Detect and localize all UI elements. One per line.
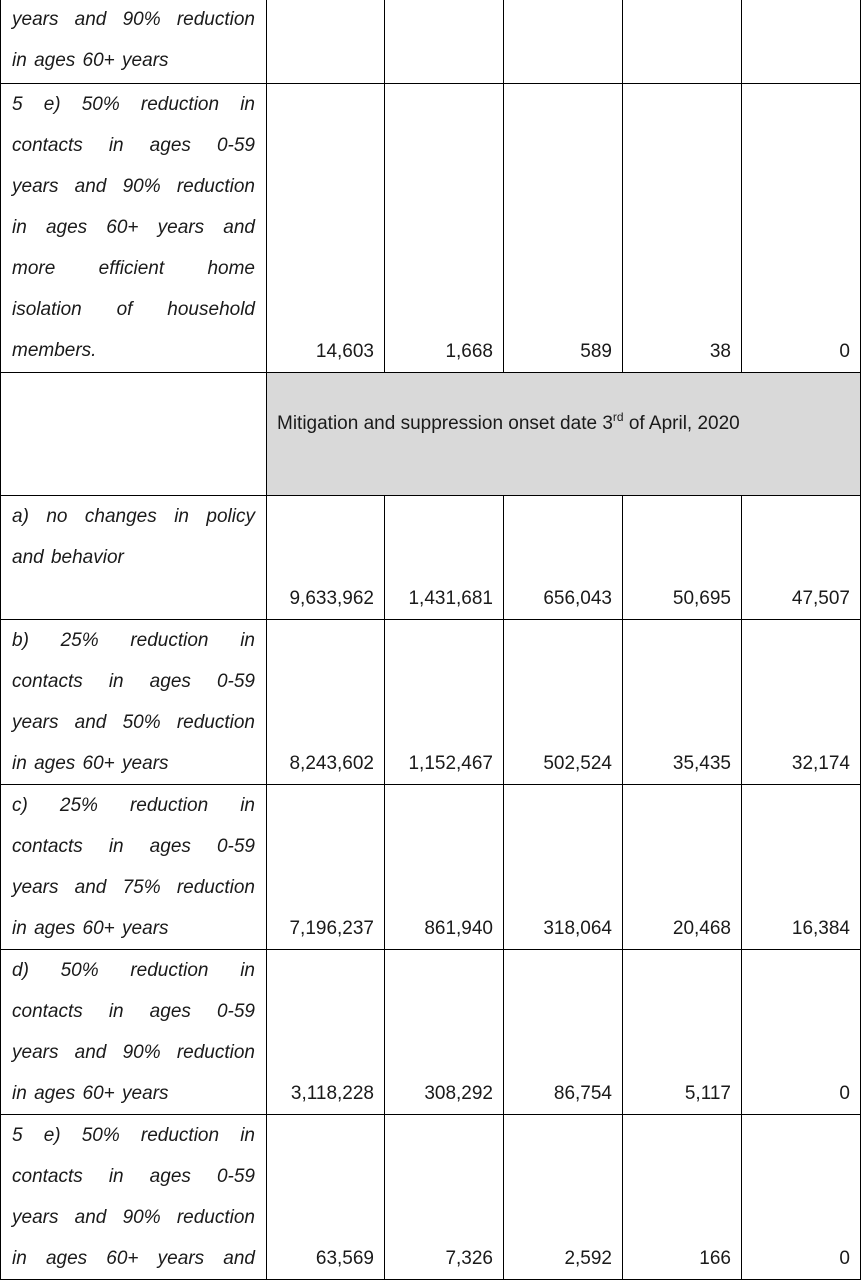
description-line: in ages 60+ years [12,1083,169,1104]
description-line: and behavior [12,547,124,568]
value-cell: 7,196,237 [266,784,385,950]
value-cell: 2,592 [503,1114,623,1280]
value-cell: 14,603 [266,83,385,373]
description-line: contacts in ages 0-59 [12,836,255,857]
description-line: in ages 60+ years and [12,217,255,238]
table-row [0,1114,861,1280]
value-cell: 3,118,228 [266,949,385,1115]
value-cell: 47,507 [741,495,861,620]
description-line: years and 75% reduction [12,877,255,898]
value-cell [741,0,861,84]
description-line: d) 50% reduction in [12,960,255,981]
value-cell: 0 [741,83,861,373]
table-row [0,83,861,373]
value-cell [622,0,742,84]
description-line: 5 e) 50% reduction in [12,1125,255,1146]
value-cell [266,0,385,84]
description-line: b) 25% reduction in [12,630,255,651]
scenario-description [0,495,267,620]
value-cell: 502,524 [503,619,623,785]
table-row [0,949,861,1115]
description-line: 5 e) 50% reduction in [12,94,255,115]
scenario-description [0,0,267,84]
description-line: years and 90% reduction [12,1207,255,1228]
description-line: in ages 60+ years [12,753,169,774]
value-cell: 35,435 [622,619,742,785]
description-line: years and 50% reduction [12,712,255,733]
description-line: contacts in ages 0-59 [12,135,255,156]
value-cell: 5,117 [622,949,742,1115]
section-header-text: Mitigation and suppression onset date 3rd of April, 2020 [277,410,740,434]
value-cell: 861,940 [384,784,504,950]
description-line: a) no changes in policy [12,506,255,527]
description-line: c) 25% reduction in [12,795,255,816]
value-cell: 589 [503,83,623,373]
section-header-row [0,372,861,496]
description-line: years and 90% reduction [12,176,255,197]
empty-cell [0,372,267,496]
description-line: in ages 60+ years and [12,1248,255,1269]
value-cell: 0 [741,949,861,1115]
value-cell: 656,043 [503,495,623,620]
description-line: in ages 60+ years [12,918,169,939]
table-row [0,0,861,84]
description-line: contacts in ages 0-59 [12,671,255,692]
value-cell: 166 [622,1114,742,1280]
value-cell: 1,431,681 [384,495,504,620]
description-line: more efficient home [12,258,255,279]
value-cell: 32,174 [741,619,861,785]
description-line: years and 90% reduction [12,1042,255,1063]
value-cell: 16,384 [741,784,861,950]
value-cell: 0 [741,1114,861,1280]
value-cell: 9,633,962 [266,495,385,620]
scenario-description [0,1114,267,1280]
scenario-description [0,619,267,785]
section-header [266,372,861,496]
value-cell: 86,754 [503,949,623,1115]
description-line: contacts in ages 0-59 [12,1001,255,1022]
description-line: contacts in ages 0-59 [12,1166,255,1187]
value-cell: 318,064 [503,784,623,950]
value-cell [384,0,504,84]
table-row [0,619,861,785]
value-cell: 38 [622,83,742,373]
table-row [0,495,861,620]
value-cell: 308,292 [384,949,504,1115]
value-cell: 8,243,602 [266,619,385,785]
description-line: in ages 60+ years [12,50,169,71]
value-cell: 20,468 [622,784,742,950]
table-row [0,784,861,950]
value-cell: 50,695 [622,495,742,620]
description-line: years and 90% reduction [12,9,255,30]
value-cell: 7,326 [384,1114,504,1280]
value-cell [503,0,623,84]
description-line: isolation of household [12,299,255,320]
scenario-description [0,83,267,373]
value-cell: 1,668 [384,83,504,373]
value-cell: 63,569 [266,1114,385,1280]
scenario-description [0,784,267,950]
value-cell: 1,152,467 [384,619,504,785]
description-line: members. [12,340,97,361]
scenario-description [0,949,267,1115]
